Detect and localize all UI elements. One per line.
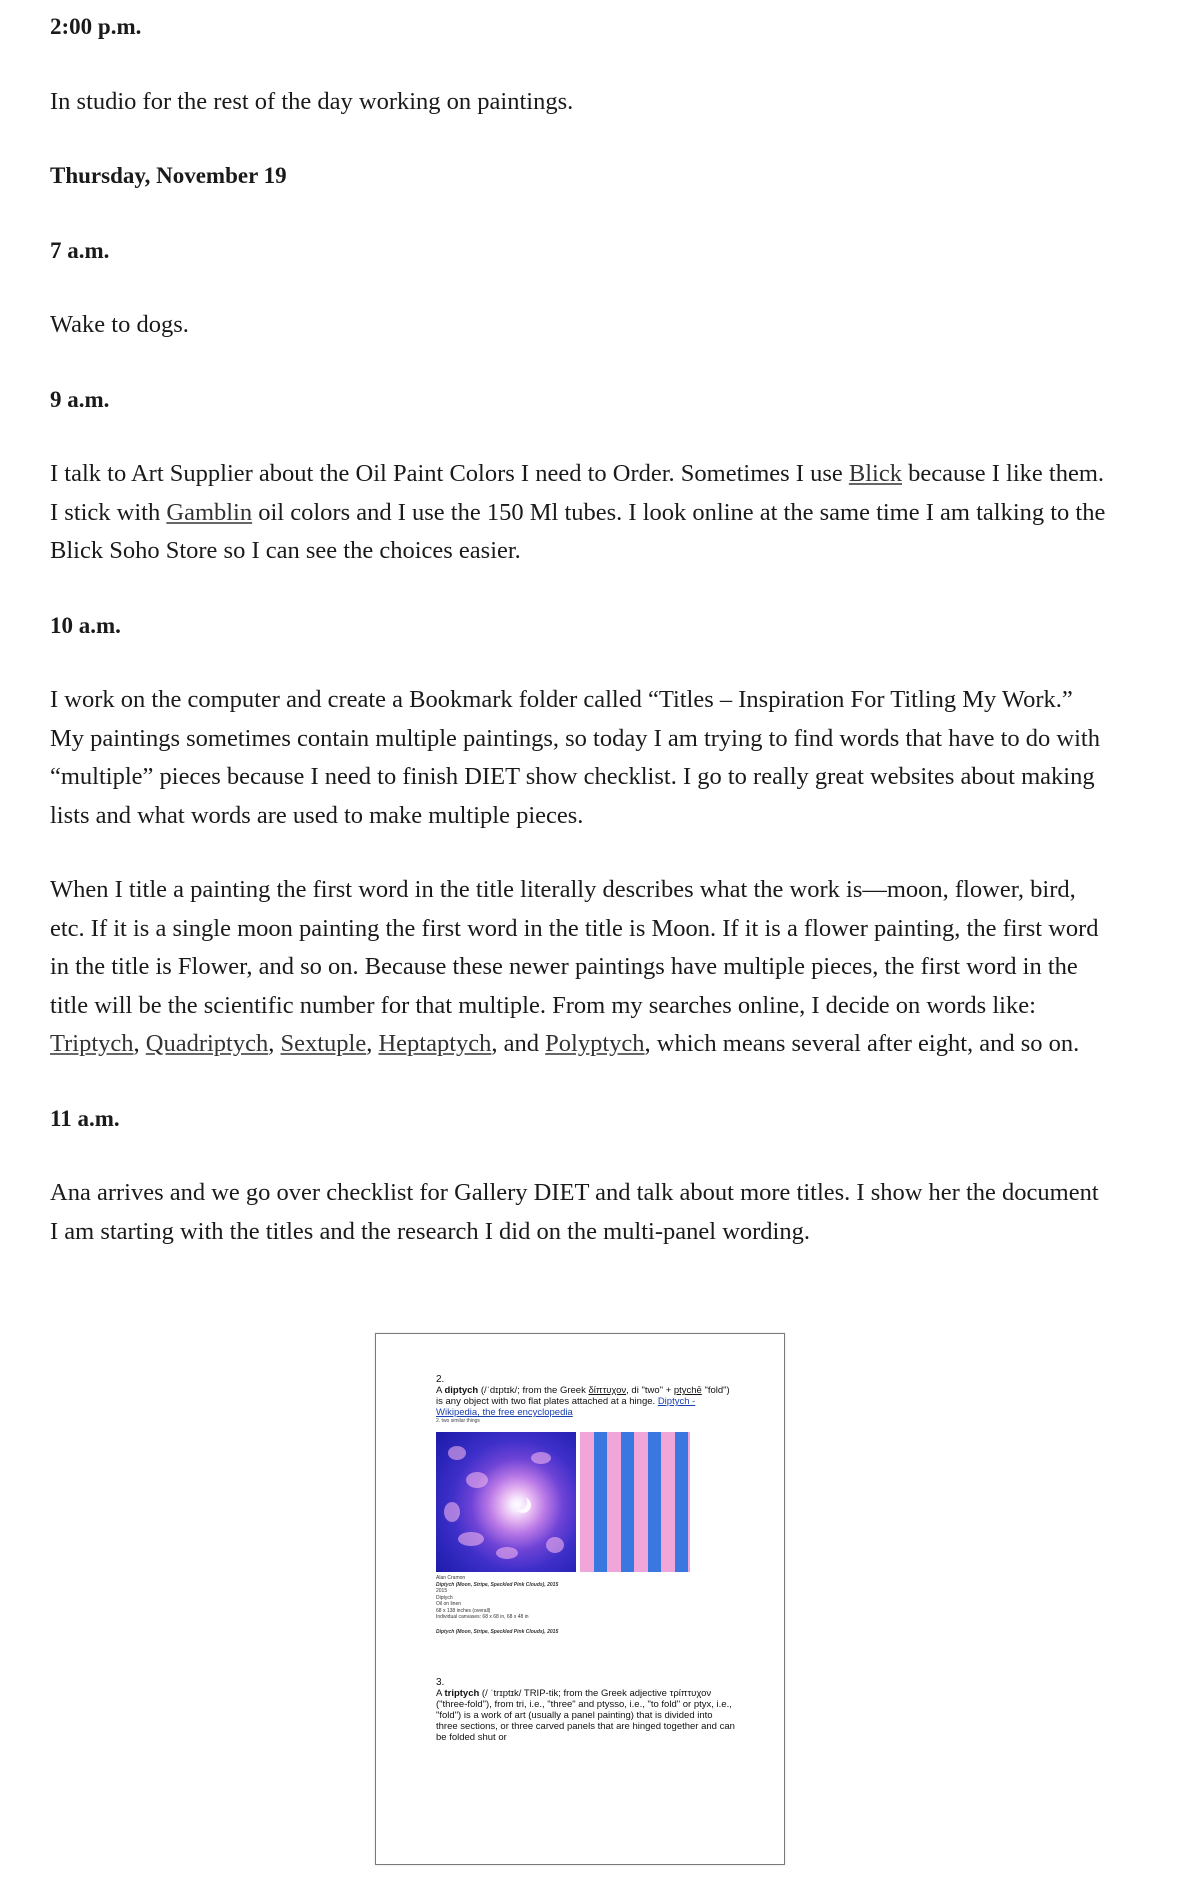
- text-run: A: [436, 1385, 445, 1396]
- text-run: , di "two" +: [626, 1385, 674, 1396]
- entry-time: 7 a.m.: [50, 237, 110, 263]
- entry-text-titling: [50, 871, 1110, 1064]
- link-polyptych[interactable]: Polyptych: [545, 1030, 645, 1057]
- triptych-definition: [436, 1688, 736, 1743]
- text-run: ,: [366, 1030, 379, 1057]
- stripe-painting: [580, 1432, 690, 1572]
- caption-repeat: Diptych (Moon, Stripe, Speckled Pink Clouds), 2015: [436, 1628, 559, 1635]
- text-run: I talk to Art Supplier about the Oil Paint Colors I need to Order. Sometimes I use: [50, 460, 849, 487]
- link-blick[interactable]: Blick: [848, 460, 902, 487]
- text-run: (/ˈdɪptɪk/; from the Greek: [478, 1385, 589, 1396]
- text-run: ,: [268, 1030, 281, 1057]
- link-heptaptych[interactable]: Heptaptych: [378, 1030, 492, 1057]
- caption-line: 2015: [436, 1588, 448, 1594]
- link-triptych[interactable]: Triptych: [50, 1030, 134, 1057]
- entry-text-bookmark: I work on the computer and create a Bookmark folder called “Titles – Inspiration For Titling My Work.” My paintings sometimes contain multiple paintings, so today I am trying to find words that have to do with “multiple” pieces because I need to finish DIET show checklist. I go to really great websites about making lists and what words are used to make multiple pieces.: [50, 686, 1100, 829]
- diptych-image: [436, 1432, 690, 1572]
- entry-time: 11 a.m.: [50, 1105, 120, 1131]
- link-gamblin[interactable]: Gamblin: [166, 498, 253, 526]
- entry-text-paint-order: [50, 455, 1110, 571]
- text-run: ,: [133, 1030, 146, 1057]
- link-sextuple[interactable]: Sextuple: [280, 1030, 367, 1057]
- diptych-definition: [436, 1385, 736, 1418]
- entry-time: 2:00 p.m.: [50, 14, 142, 39]
- entry-text: In studio for the rest of the day working on paintings.: [50, 87, 574, 115]
- caption-line: Alan Cramon: [436, 1575, 466, 1581]
- text-run: , and: [491, 1030, 546, 1057]
- caption-line: Diptych (Moon, Stripe, Speckled Pink Clouds), 2015: [436, 1581, 559, 1588]
- text-run: When I title a painting the first word in the title literally describes what the work is—moon, flower, bird, etc. If it is a single moon painting the first word in the title is Moon. If it is a flower painting, the first word in the title is Flower, and so on. Because these newer paintings have multiple pieces, the first word in the title will be the scientific number for that multiple. From my searches online, I decide on words like:: [50, 876, 1099, 1019]
- definition-note: 2. two similar things: [436, 1418, 480, 1424]
- link-quadriptych[interactable]: Quadriptych: [145, 1030, 269, 1057]
- caption-line: 68 x 138 inches (overall): [436, 1607, 491, 1614]
- term: diptych: [444, 1385, 479, 1396]
- caption-line: Diptych: [436, 1594, 453, 1601]
- caption-line: Individual canvases: 68 x 68 in, 68 x 48 in: [436, 1614, 529, 1620]
- image-caption: [436, 1575, 736, 1621]
- entry-time: 9 a.m.: [50, 386, 110, 412]
- article-body: [50, 8, 1110, 1287]
- document-page: [436, 1374, 736, 1743]
- caption-line: Oil on linen: [436, 1601, 462, 1607]
- triptych-section: [436, 1677, 736, 1743]
- document-screenshot: [375, 1333, 785, 1865]
- section-number: 3.: [436, 1676, 445, 1688]
- text-run: , which means several after eight, and so on.: [644, 1030, 1080, 1057]
- entry-text: Ana arrives and we go over checklist for Gallery DIET and talk about more titles. I show her the document I am starting with the titles and the research I did on the multi-panel wording.: [50, 1179, 1099, 1245]
- text-run: "fold") is any object with two flat plates attached at a hinge.: [436, 1385, 730, 1407]
- moon-painting: [436, 1432, 576, 1572]
- text-run: δίπτυχον: [588, 1385, 627, 1396]
- term: triptych: [444, 1687, 480, 1699]
- entry-date: Thursday, November 19: [50, 163, 287, 188]
- text-run: oil colors and I use the 150 Ml tubes. I look online at the same time I am talking to the Blick Soho Store so I can see the choices easier.: [50, 498, 1106, 564]
- text-run: ptychē: [673, 1385, 702, 1396]
- text-run: A: [436, 1687, 445, 1699]
- wikipedia-link[interactable]: Diptych - Wikipedia, the free encyclopedia: [436, 1396, 696, 1418]
- text-run: (/ ˈtrɪptɪk/ TRIP-tik; from the Greek adjective τρίπτυχον ("three-fold"), from tri, i.e., "three" and ptysso, i.e., "to fold" or ptyx, i.e., "fold") is a work of art (usually a panel painting) that is divided into three sections, or three carved panels that are hinged together and can be folded shut or: [436, 1687, 735, 1743]
- section-number: 2.: [436, 1374, 445, 1385]
- moon-crescent: [511, 1494, 527, 1510]
- entry-time: 10 a.m.: [50, 612, 121, 638]
- entry-text: Wake to dogs.: [50, 311, 189, 338]
- text-run: because I like them. I stick with: [50, 460, 1104, 526]
